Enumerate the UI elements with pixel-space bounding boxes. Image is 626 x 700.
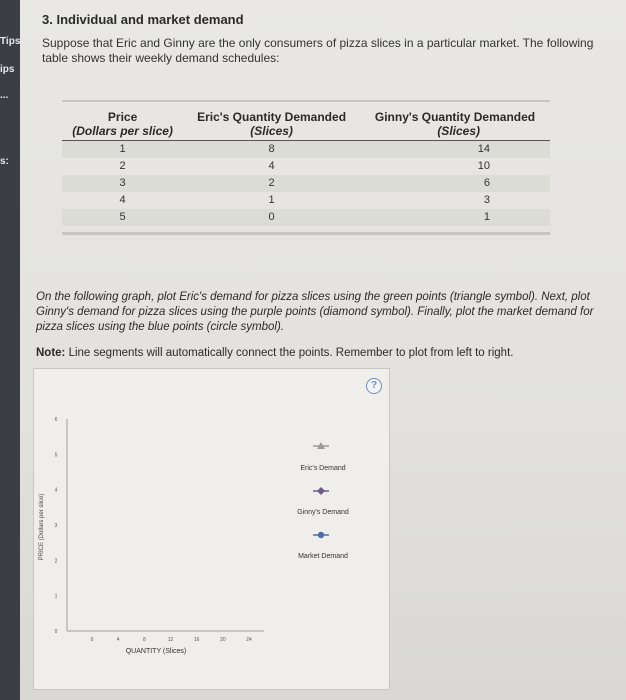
eric-demand-legend-icon[interactable] xyxy=(313,442,329,449)
ginny-demand-legend-label: Ginny's Demand xyxy=(297,509,349,516)
x-tick-label: 12 xyxy=(167,637,174,643)
eric-quantity-header: Eric's Quantity Demanded xyxy=(197,110,347,124)
x-tick-label: 20 xyxy=(220,637,226,643)
note xyxy=(36,347,606,359)
market-demand-legend-label: Market Demand xyxy=(298,553,348,560)
help-icon[interactable]: ? xyxy=(366,378,382,394)
price-header: Price xyxy=(107,110,138,124)
demand-schedule-table xyxy=(62,110,550,226)
sidebar-tab-tips[interactable]: Tips xyxy=(0,36,21,47)
ginny-cell: 10 xyxy=(477,160,490,172)
ginny-cell: 14 xyxy=(360,141,550,159)
graph-instructions: On the following graph, plot Eric's demand for pizza slices using the green points (triangle symbol). Next, plot Ginny's demand for pizza slices using the purple points (diamond symbol). Finally, plot the market demand for pizza slices using the blue points (circle symbol). xyxy=(36,291,594,333)
y-tick-label: 1 xyxy=(54,593,58,600)
ginny-cell: 6 xyxy=(360,175,550,192)
left-sidebar xyxy=(0,0,20,700)
question-heading: 3. Individual and market demand xyxy=(42,12,244,27)
eric-units: (Slices) xyxy=(183,124,360,141)
x-tick-label: 4 xyxy=(116,637,120,643)
eric-cell: 2 xyxy=(183,175,360,192)
y-axis-label: PRICE (Dollars per slice) xyxy=(39,493,45,561)
ginny-demand-legend-icon[interactable] xyxy=(313,487,329,495)
table-bottom-rule xyxy=(62,232,550,235)
y-tick-label: 5 xyxy=(54,452,58,459)
table-row xyxy=(62,209,550,226)
eric-cell: 1 xyxy=(268,194,275,206)
x-tick-label: 8 xyxy=(142,637,146,643)
sidebar-tab-s[interactable]: s: xyxy=(0,156,9,167)
note-text: Line segments will automatically connect the points. Remember to plot from left to right. xyxy=(65,347,514,359)
price-cell: 5 xyxy=(62,209,183,226)
sidebar-tab-more[interactable]: ... xyxy=(0,90,9,101)
market-demand-legend-icon[interactable] xyxy=(313,532,329,538)
price-cell: 2 xyxy=(119,160,126,172)
y-tick-label: 2 xyxy=(54,558,58,565)
eric-cell: 0 xyxy=(183,209,360,226)
graph-panel xyxy=(33,368,390,690)
eric-demand-legend-label: Eric's Demand xyxy=(300,465,346,472)
table-row xyxy=(62,175,550,192)
price-cell: 4 xyxy=(119,194,126,206)
y-tick-label: 0 xyxy=(54,629,58,635)
x-axis-label: QUANTITY (Slices) xyxy=(125,648,187,655)
price-cell: 1 xyxy=(62,141,183,159)
price-cell: 3 xyxy=(62,175,183,192)
y-tick-label: 4 xyxy=(54,487,58,494)
note-label: Note: xyxy=(36,347,66,359)
ginny-cell: 1 xyxy=(360,209,550,226)
sidebar-tab-ips[interactable]: ips xyxy=(0,64,15,75)
y-tick-label: 3 xyxy=(54,523,58,529)
ginny-quantity-header: Ginny's Quantity Demanded xyxy=(374,110,536,124)
table-row xyxy=(62,158,550,175)
y-tick-labels xyxy=(55,417,58,635)
x-tick-label: 0 xyxy=(90,637,94,643)
demand-table-wrapper xyxy=(62,100,550,235)
eric-cell: 8 xyxy=(183,141,360,159)
ginny-cell: 3 xyxy=(483,194,490,206)
price-units: (Dollars per slice) xyxy=(62,124,183,141)
ginny-units: (Slices) xyxy=(360,124,550,141)
graph-area[interactable] xyxy=(34,369,389,689)
table-row xyxy=(62,141,550,159)
table-top-rule xyxy=(62,100,550,102)
table-row xyxy=(62,192,550,209)
question-intro: Suppose that Eric and Ginny are the only consumers of pizza slices in a particular market. The following table shows their weekly demand schedules: xyxy=(42,36,594,65)
x-tick-labels xyxy=(91,637,252,643)
x-tick-label: 16 xyxy=(193,637,200,643)
x-tick-label: 24 xyxy=(246,637,252,643)
eric-cell: 4 xyxy=(268,160,275,172)
y-tick-label: 6 xyxy=(54,417,58,423)
